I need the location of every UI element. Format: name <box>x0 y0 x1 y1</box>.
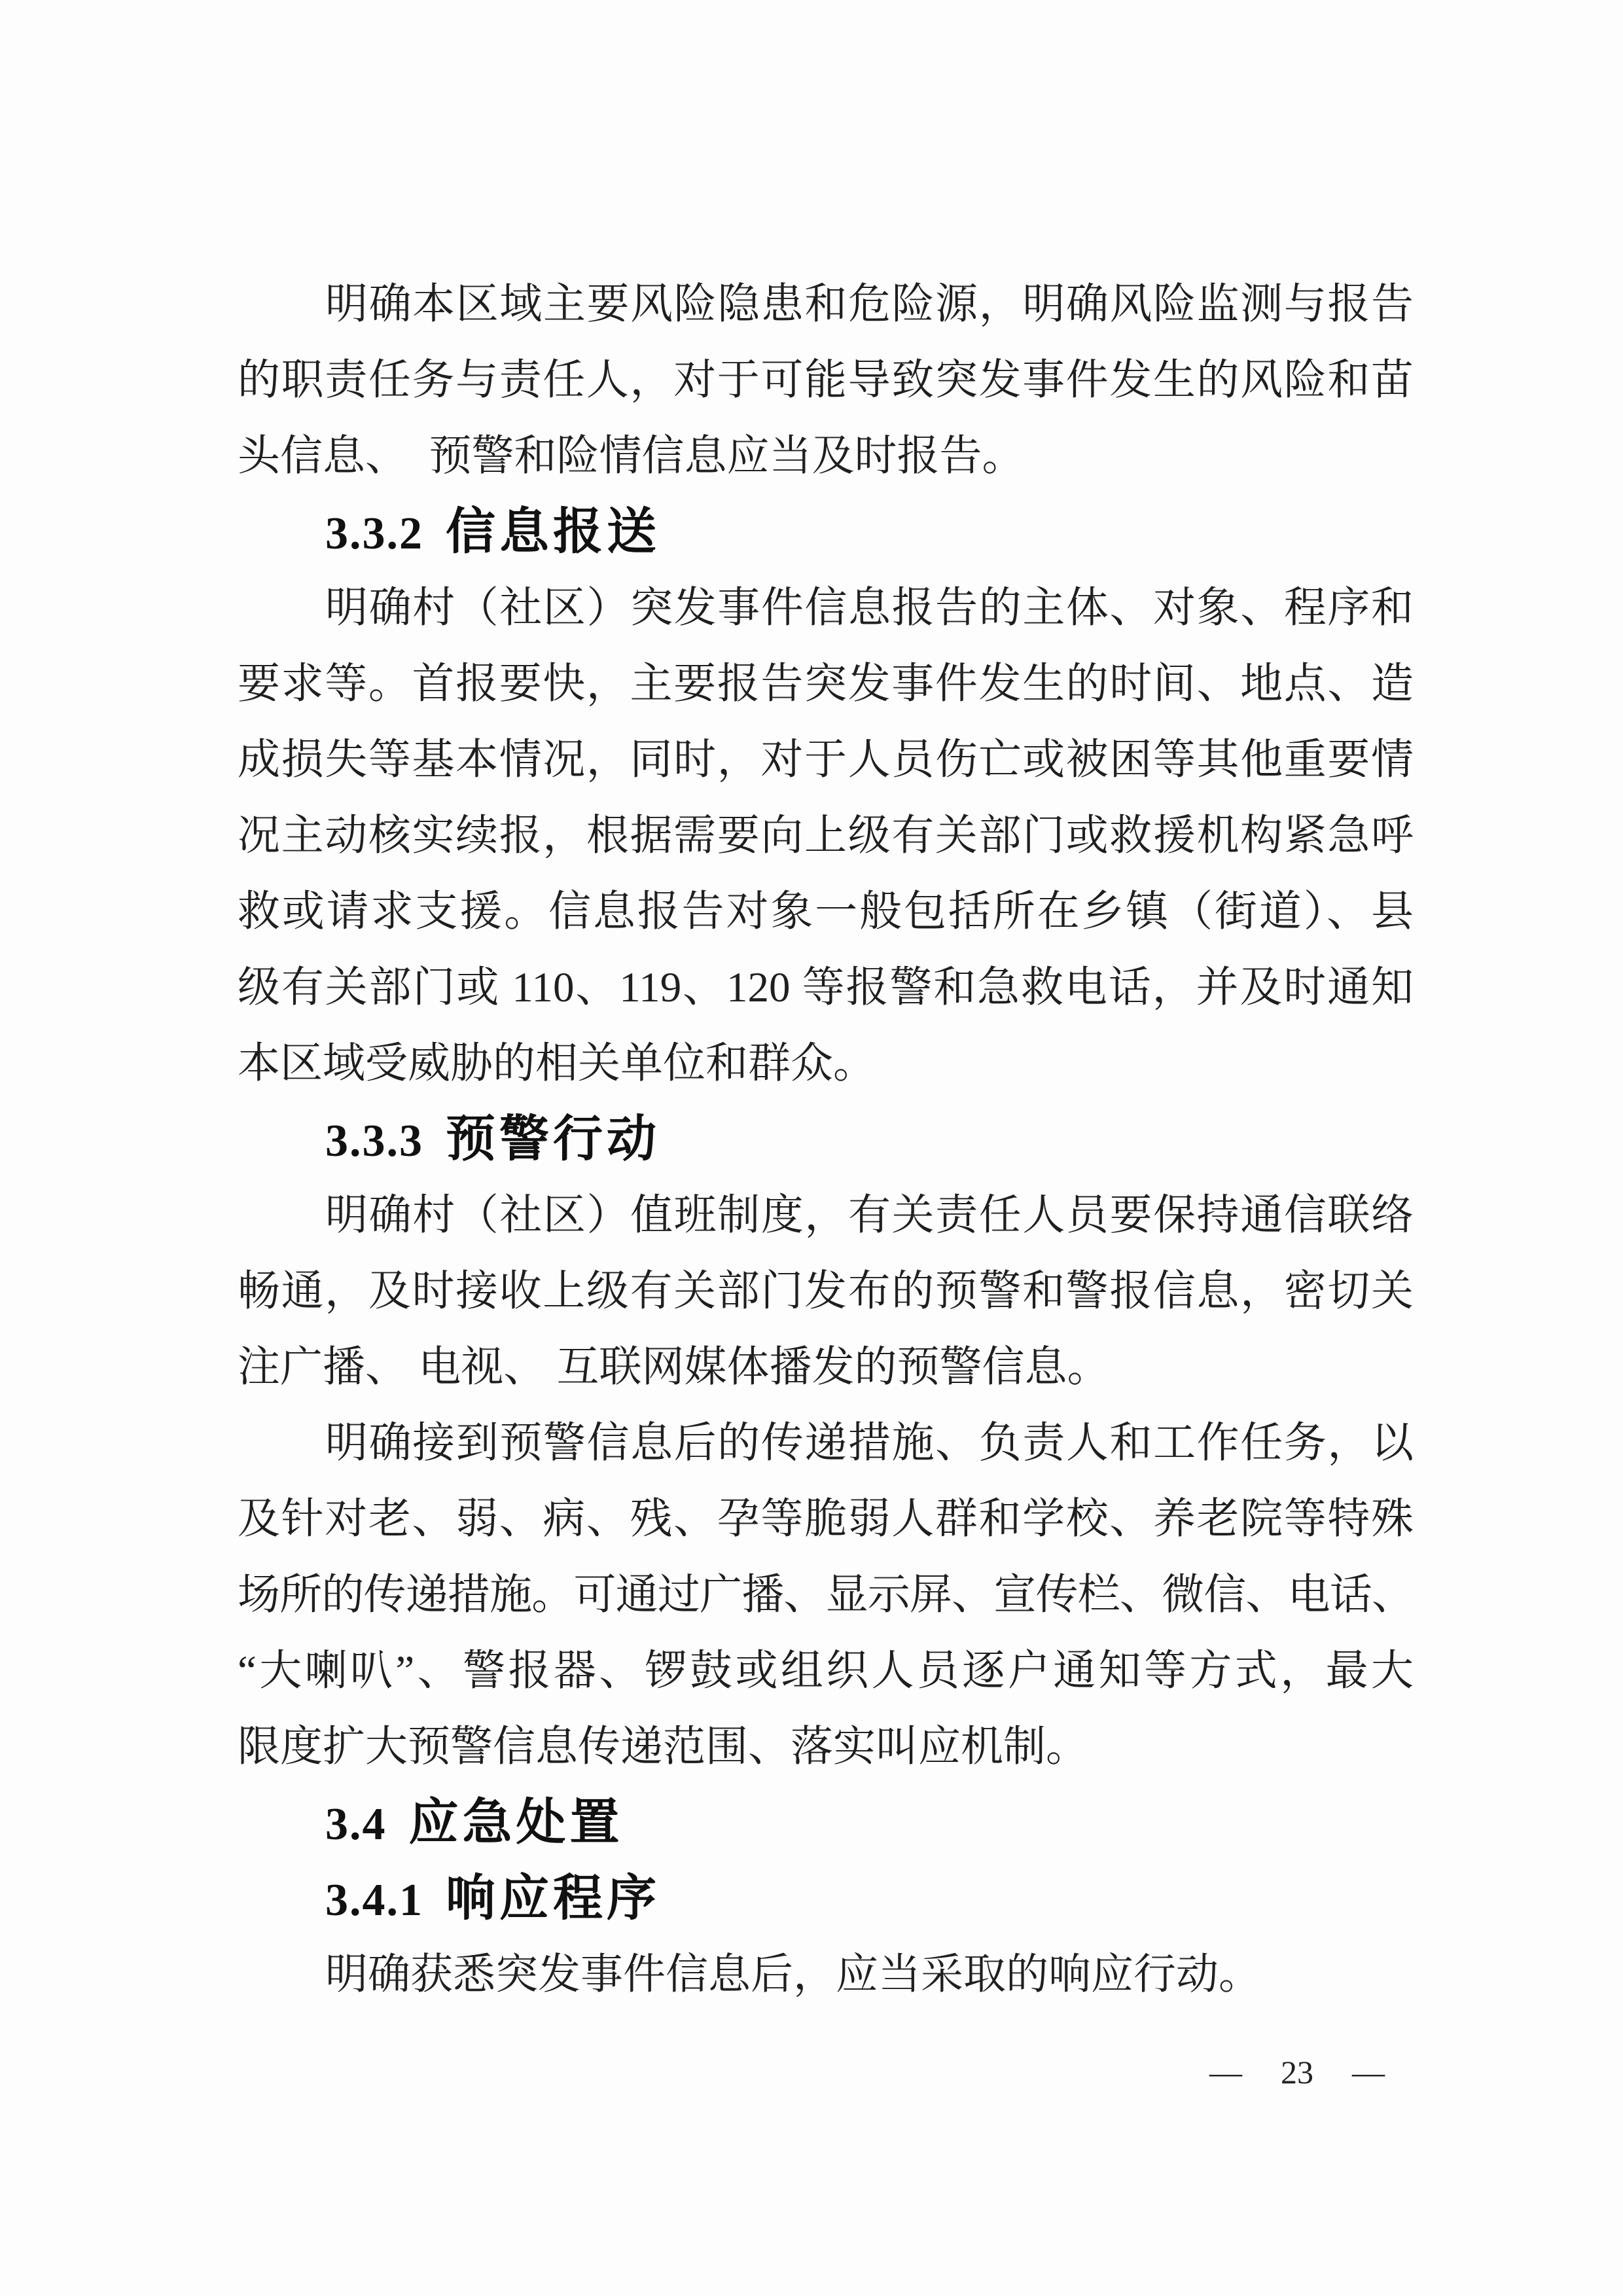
paragraph-line: 成损失等基本情况，同时，对于人员伤亡或被困等其他重要情 <box>238 736 1414 783</box>
paragraph-line: 救或请求支援。信息报告对象一般包括所在乡镇（街道）、县 <box>238 888 1414 935</box>
section-heading-3-4-1 <box>238 1861 1414 1937</box>
heading-number: 3.3.2 <box>325 509 423 559</box>
paragraph-line: 场所的传递措施。可通过广播、显示屏、宣传栏、微信、电话、 <box>238 1571 1414 1619</box>
page-number: 23 <box>1281 2054 1313 2090</box>
paragraph-line: 及针对老、弱、病、残、孕等脆弱人群和学校、养老院等特殊 <box>238 1496 1414 1543</box>
heading-title: 应急处置 <box>408 1795 624 1850</box>
paragraph-line: 的职责任务与责任人，对于可能导致突发事件发生的风险和苗 <box>238 357 1414 404</box>
heading-number: 3.3.3 <box>325 1116 423 1166</box>
paragraph-line: 明确村（社区）值班制度，有关责任人员要保持通信联络 <box>325 1192 1414 1239</box>
heading-title: 响应程序 <box>446 1871 660 1926</box>
paragraph-line: 明确本区域主要风险隐患和危险源，明确风险监测与报告 <box>325 281 1414 328</box>
heading-number: 3.4.1 <box>325 1875 423 1926</box>
heading-number: 3.4 <box>325 1799 387 1850</box>
section-heading-3-3-2 <box>238 494 1414 570</box>
paragraph-line: 要求等。首报要快，主要报告突发事件发生的时间、地点、造 <box>238 660 1414 708</box>
footer-dash-right: — <box>1352 2054 1385 2090</box>
paragraph-line: 明确获悉突发事件信息后，应当采取的响应行动。 <box>325 1951 1262 1998</box>
paragraph-line: 头信息、 预警和险情信息应当及时报告。 <box>238 433 1025 480</box>
heading-title: 信息报送 <box>446 505 660 560</box>
paragraph-line: 级有关部门或 110、119、120 等报警和急救电话，并及时通知 <box>238 964 1414 1011</box>
paragraph-line: 明确村（社区）突发事件信息报告的主体、对象、程序和 <box>325 584 1414 632</box>
paragraph-line: 明确接到预警信息后的传递措施、负责人和工作任务，以 <box>325 1420 1414 1467</box>
paragraph-line: 畅通，及时接收上级有关部门发布的预警和警报信息，密切关 <box>238 1268 1414 1315</box>
paragraph-line: “大喇叭”、警报器、锣鼓或组织人员逐户通知等方式，最大 <box>238 1647 1414 1695</box>
paragraph-line: 本区域受威胁的相关单位和群众。 <box>238 1040 876 1087</box>
page-footer <box>1209 2053 1385 2092</box>
footer-dash-left: — <box>1209 2054 1242 2090</box>
section-heading-3-3-3 <box>238 1102 1414 1177</box>
section-heading-3-4 <box>238 1785 1414 1861</box>
heading-title: 预警行动 <box>446 1112 660 1167</box>
paragraph-line: 注广播、 电视、 互联网媒体播发的预警信息。 <box>238 1344 1110 1391</box>
paragraph-line: 况主动核实续报，根据需要向上级有关部门或救援机构紧急呼 <box>238 812 1414 859</box>
document-body <box>238 266 1414 2013</box>
paragraph-line: 限度扩大预警信息传递范围、落实叫应机制。 <box>238 1723 1089 1770</box>
